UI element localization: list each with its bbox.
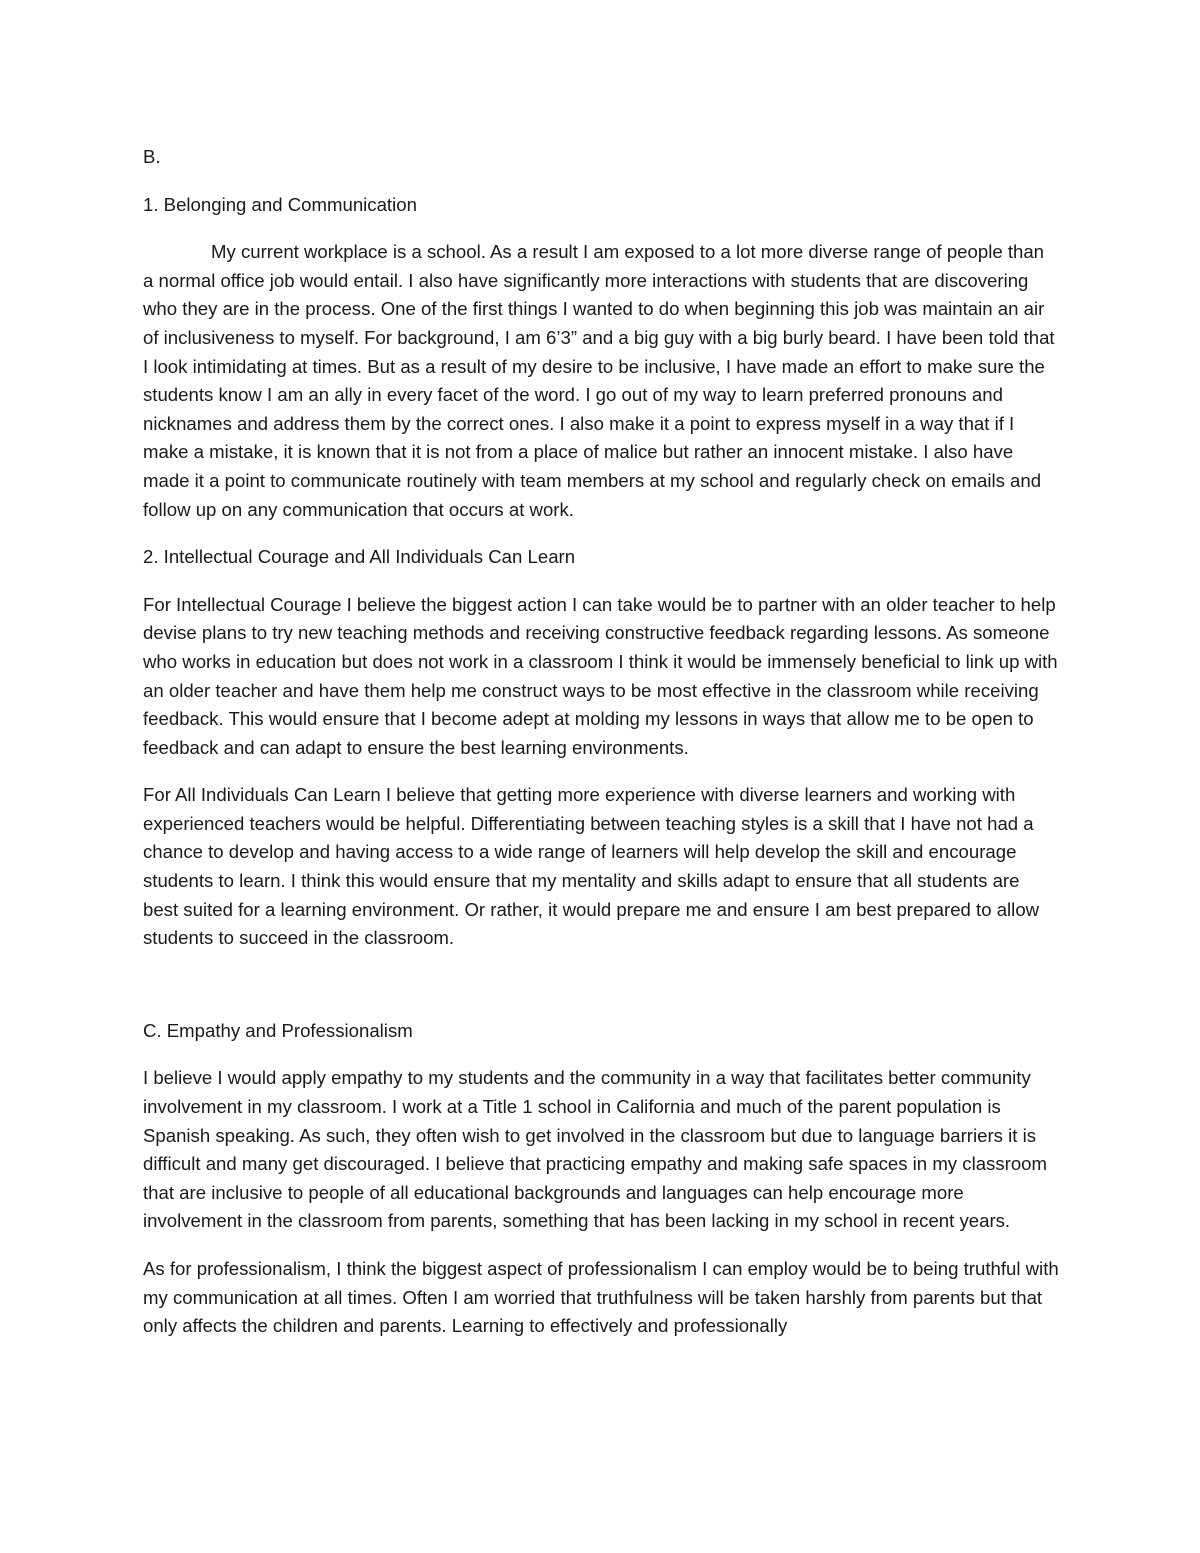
item1-heading: 1. Belonging and Communication	[143, 193, 417, 215]
section-c-paragraph-1: I believe I would apply empathy to my students and the community in a way that facilitates better community involvement in my classroom. I work at a Title 1 school in California and much of the parent population is Spanish speaking. As such, they often wish to get involved in the classroom but due to language barriers it is difficult and many get discouraged. I believe that practicing empathy and making safe spaces in my classroom that are inclusive to people of all educational backgrounds and languages can help encourage more involvement in the classroom from parents, something that has been lacking in my school in recent years.	[143, 1067, 1047, 1232]
section-c-paragraph-2: As for professionalism, I think the biggest aspect of professionalism I can employ would be to being truthful with my communication at all times. Often I am worried that truthfulness will be taken harshly from parents but that only affects the children and parents. Learning to effectively and professionally	[143, 1258, 1059, 1337]
item2-paragraph-1: For Intellectual Courage I believe the biggest action I can take would be to partner with an older teacher to help devise plans to try new teaching methods and receiving constructive feedback regarding lessons. As someone who works in education but does not work in a classroom I think it would be immensely beneficial to link up with an older teacher and have them help me construct ways to be most effective in the classroom while receiving feedback. This would ensure that I become adept at molding my lessons in ways that allow me to be open to feedback and can adapt to ensure the best learning environments.	[143, 593, 1058, 758]
document-body	[143, 143, 1059, 1360]
item2-paragraph-2: For All Individuals Can Learn I believe that getting more experience with diverse learners and working with experienced teachers would be helpful. Differentiating between teaching styles is a skill that I have not had a chance to develop and having access to a wide range of learners will help develop the skill and encourage students to learn. I think this would ensure that my mentality and skills adapt to ensure that all students are best suited for a learning environment. Or rather, it would prepare me and ensure I am best prepared to allow students to succeed in the classroom.	[143, 784, 1040, 949]
item2-heading: 2. Intellectual Courage and All Individuals Can Learn	[143, 546, 576, 568]
section-c-heading: C. Empathy and Professionalism	[143, 1019, 413, 1041]
item1-paragraph: My current workplace is a school. As a result I am exposed to a lot more diverse range of people than a normal office job would entail. I also have significantly more interactions with students that are discovering who they are in the process. One of the first things I wanted to do when beginning this job was maintain an air of inclusiveness to myself. For background, I am 6’3” and a big guy with a big burly beard. I have been told that I look intimidating at times. But as a result of my desire to be inclusive, I have made an effort to make sure the students know I am an ally in every facet of the word. I go out of my way to learn preferred pronouns and nicknames and address them by the correct ones. I also make it a point to express myself in a way that if I make a mistake, it is known that it is not from a place of malice but rather an innocent mistake. I also have made it a point to communicate routinely with team members at my school and regularly check on emails and follow up on any communication that occurs at work.	[143, 241, 1055, 520]
section-b-label: B.	[143, 146, 161, 167]
section-spacer	[143, 972, 1059, 1017]
